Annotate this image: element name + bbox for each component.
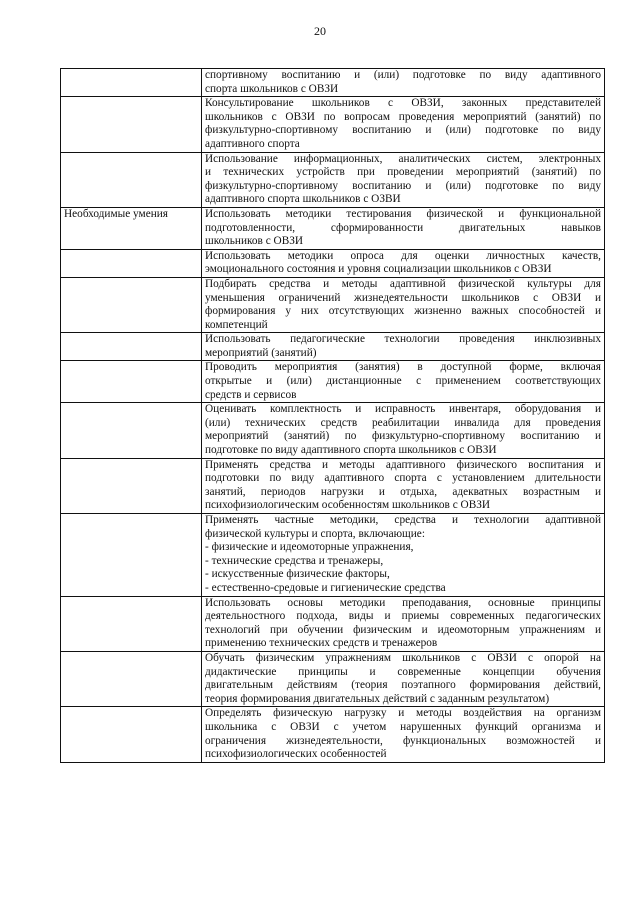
text-line: и технических устройств при проведении мероприятий (занятий) по xyxy=(205,166,601,179)
text-line: Использовать основы методики преподавания, основные принципы xyxy=(205,596,601,609)
text-line: Обучать физическим упражнениям школьников с ОВЗИ с опорой на xyxy=(205,651,601,664)
text-line: дидактические принципы и современные концепции обучения xyxy=(205,665,601,678)
row-text-cell xyxy=(202,361,605,403)
table-row xyxy=(61,207,605,249)
row-text-cell xyxy=(202,333,605,361)
text-line: деятельностного подхода, виды и приемы современных педагогических xyxy=(205,610,601,623)
text-line: спорта школьников с ОВЗИ xyxy=(205,82,339,95)
text-line: Использовать педагогические технологии проведения инклюзивных xyxy=(205,333,601,346)
row-label-cell xyxy=(61,514,202,597)
table-row xyxy=(61,249,605,277)
row-text-cell xyxy=(202,458,605,513)
table-row xyxy=(61,651,605,706)
table-row xyxy=(61,333,605,361)
row-text-cell xyxy=(202,403,605,458)
table-row xyxy=(61,403,605,458)
row-label-cell xyxy=(61,707,202,762)
text-line: физической культуры и спорта, включающие: xyxy=(205,527,425,540)
text-line: Использование информационных, аналитических систем, электронных xyxy=(205,152,601,165)
competency-table xyxy=(60,68,605,763)
row-text-cell xyxy=(202,249,605,277)
text-line: средств и сервисов xyxy=(205,388,297,401)
row-text-cell xyxy=(202,707,605,762)
text-line: Использовать методики тестирования физической и функциональной xyxy=(205,207,601,220)
text-line: Подбирать средства и методы адаптивной физической культуры для xyxy=(205,277,601,290)
row-text-cell xyxy=(202,97,605,152)
row-label-cell xyxy=(61,361,202,403)
row-label-cell xyxy=(61,249,202,277)
row-label-cell xyxy=(61,651,202,706)
text-line: - искусственные физические факторы, xyxy=(205,568,390,581)
text-line: физкультурно-спортивному воспитанию и (или) подготовке по виду xyxy=(205,179,601,192)
text-line: занятий, периодов нагрузки и отдыха, адекватных возрастным и xyxy=(205,485,601,498)
table-row xyxy=(61,97,605,152)
text-line: формирования у них отсутствующих жизненно важных способностей и xyxy=(205,305,601,318)
text-line: Оценивать комплектность и исправность инвентаря, оборудования и xyxy=(205,403,601,416)
table-body xyxy=(61,69,605,763)
text-line: адаптивного спорта школьников с ОЗВИ xyxy=(205,193,401,206)
text-line: мероприятий (занятий) по физкультурно-спортивному воспитанию и xyxy=(205,430,601,443)
text-line: школьников с ОВЗИ по вопросам проведения мероприятий (занятий) по xyxy=(205,110,601,123)
text-line: - технические средства и тренажеры, xyxy=(205,554,384,567)
text-line: компетенций xyxy=(205,318,268,331)
row-label-cell xyxy=(61,207,202,249)
text-line: психофизиологических особенностей xyxy=(205,748,387,761)
row-label-cell xyxy=(61,403,202,458)
row-label-cell xyxy=(61,458,202,513)
row-text-cell xyxy=(202,651,605,706)
text-line: школьников с ОВЗИ xyxy=(205,235,304,248)
table-row xyxy=(61,458,605,513)
table-row xyxy=(61,514,605,597)
text-line: - физические и идеомоторные упражнения, xyxy=(205,541,414,554)
text-line: адаптивного спорта xyxy=(205,137,300,150)
text-line: двигательным действиям (теория поэтапного формирования действий, xyxy=(205,679,601,692)
text-line: открытые и (или) дистанционные с применением соответствующих xyxy=(205,375,601,388)
text-line: психофизиологическим особенностям школьников с ОВЗИ xyxy=(205,499,491,512)
text-line: Определять физическую нагрузку и методы воздействия на организм xyxy=(205,707,601,720)
table-row xyxy=(61,707,605,762)
row-label-cell xyxy=(61,152,202,207)
page-number: 20 xyxy=(314,24,326,38)
row-label-cell xyxy=(61,277,202,332)
row-text-cell xyxy=(202,69,605,97)
text-line: Консультирование школьников с ОВЗИ, законных представителей xyxy=(205,97,601,110)
row-text-cell xyxy=(202,596,605,651)
row-label: Необходимые умения xyxy=(64,207,168,220)
text-line: подготовки по виду адаптивного спорта с установлением длительности xyxy=(205,472,601,485)
text-line: физкультурно-спортивному воспитанию и (или) подготовке по виду xyxy=(205,124,601,137)
text-line: теория формирования двигательных действий с заданным результатом) xyxy=(205,692,550,705)
text-line: ограничения жизнедеятельности, функциональных возможностей и xyxy=(205,734,601,747)
text-line: Применять средства и методы адаптивного физического воспитания и xyxy=(205,458,601,471)
text-line: эмоционального состояния и уровня социализации школьников с ОВЗИ xyxy=(205,263,552,276)
table-row xyxy=(61,361,605,403)
row-text-cell xyxy=(202,514,605,597)
text-line: подготовке по виду адаптивного спорта школьников с ОВЗИ xyxy=(205,444,497,457)
text-line: (или) технических средств реабилитации инвалида для проведения xyxy=(205,416,601,429)
text-line: применению технических средств и тренажеров xyxy=(205,637,438,650)
text-line: мероприятий (занятий) xyxy=(205,346,317,359)
row-label-cell xyxy=(61,596,202,651)
table-row xyxy=(61,69,605,97)
row-label-cell xyxy=(61,97,202,152)
table-row xyxy=(61,277,605,332)
table-row xyxy=(61,596,605,651)
text-line: Применять частные методики, средства и технологии адаптивной xyxy=(205,514,601,526)
text-line: Проводить мероприятия (занятия) в доступной форме, включая xyxy=(205,361,601,374)
row-text-cell xyxy=(202,152,605,207)
row-text-cell xyxy=(202,277,605,332)
text-line: спортивному воспитанию и (или) подготовке по виду адаптивного xyxy=(205,69,601,81)
text-line: Использовать методики опроса для оценки личностных качеств, xyxy=(205,249,601,262)
table-row xyxy=(61,152,605,207)
text-line: уменьшения ограничений жизнедеятельности школьников с ОВЗИ и xyxy=(205,291,601,304)
row-label-cell xyxy=(61,69,202,97)
text-line: подготовленности, сформированности двигательных навыков xyxy=(205,221,601,234)
row-label-cell xyxy=(61,333,202,361)
text-line: школьника с ОВЗИ с учетом нарушенных функций организма и xyxy=(205,720,601,733)
text-line: технологий при обучении физическим и идеомоторным упражнениям и xyxy=(205,623,601,636)
text-line: - естественно-средовые и гигиенические средства xyxy=(205,581,446,594)
row-text-cell xyxy=(202,207,605,249)
